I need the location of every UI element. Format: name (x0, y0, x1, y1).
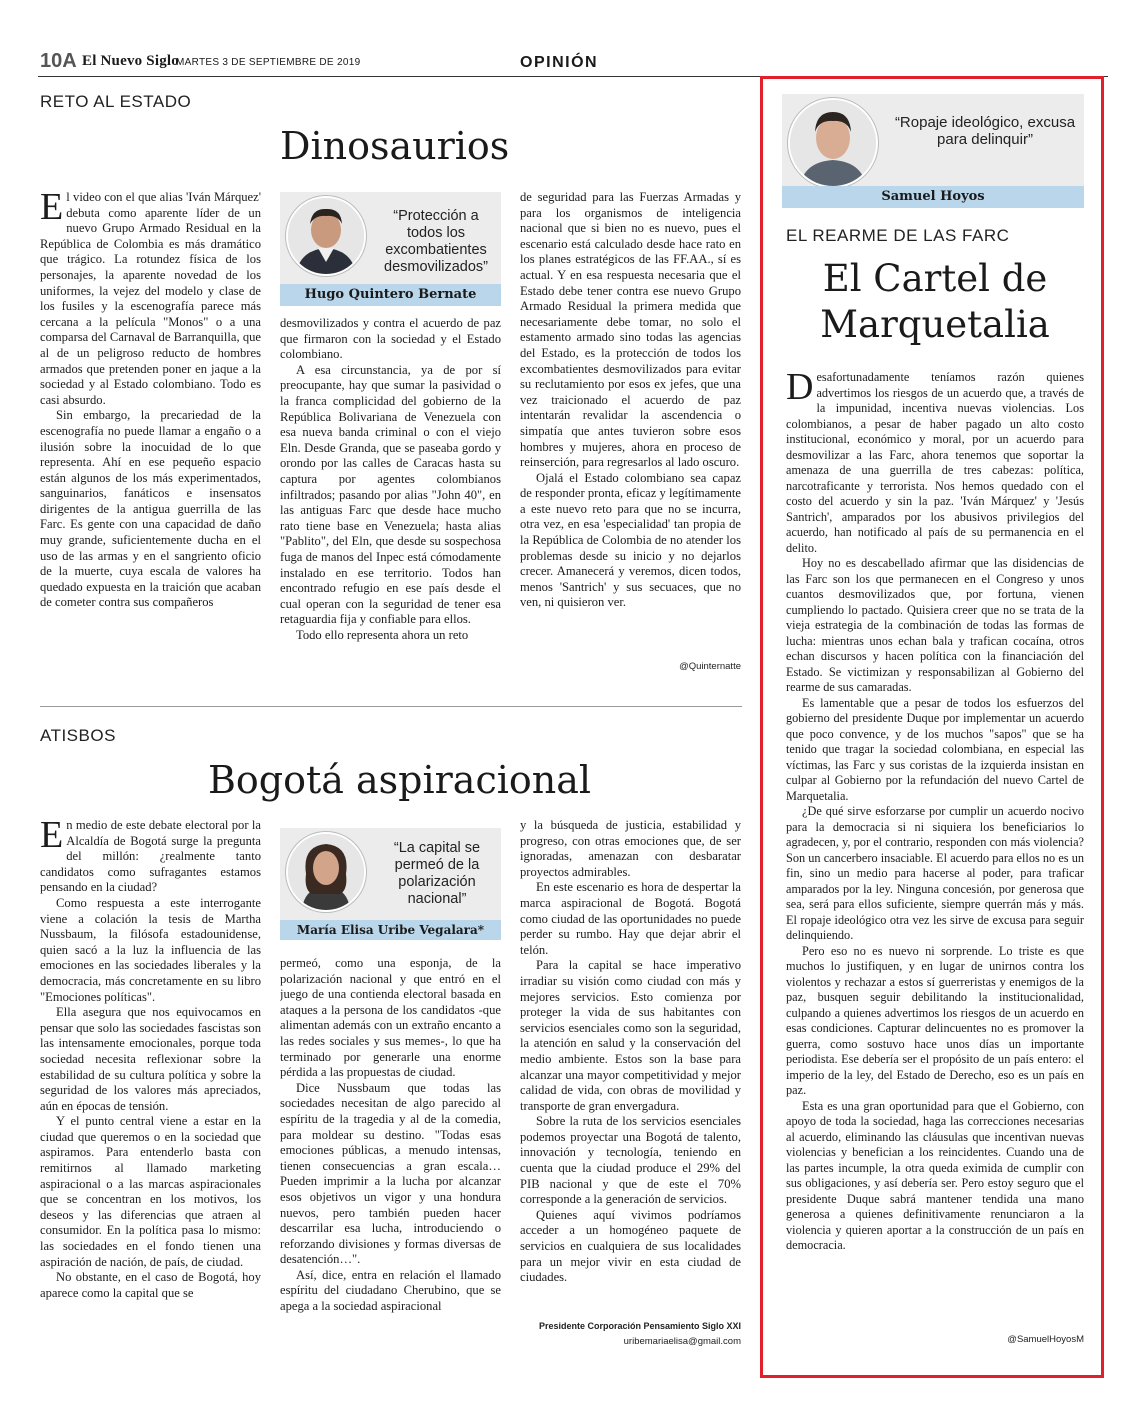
article2-paragraph: Para la capital se hace imperativo irradiar su visión como ciudad con más y mejores servicios. Esto comienza por proteger la vida de sus habitantes con servicios esenciales como son la seguridad, la atención en salud y la conservación del medio ambiente. Estos son la base para alcanzar una mayor competitividad y mejor calidad de vida, con obras de movilidad y transporte de gran envergadura. (520, 958, 741, 1113)
article2-column-2 (280, 956, 501, 1350)
article3-dropcap: D (786, 370, 814, 408)
article1-dropcap: E (40, 190, 64, 228)
article2-paragraph: Dice Nussbaum que todas las sociedades necesitan de algo parecido al espíritu de la tragedia y al de la comedia, para moldear su destino. "Todas esas emociones públicas, a menudo intensas, tienen consecuencias a gran escala… Pueden imprimir a la lucha por alcanzar esos objetivos un vigor y una hondura nuevos, pero también pueden hacer descarrilar esa lucha, introduciendo o reforzando divisiones y formas diversas de desatención…". (280, 1080, 501, 1267)
article2-paragraph: Así, dice, entra en relación el llamado espíritu del ciudadano Cherubino, que se apega a la sociedad aspiracional (280, 1267, 501, 1314)
article1-quote-box (280, 192, 501, 306)
article2-title: Bogotá aspiracional (208, 758, 592, 802)
article2-paragraph: Ella asegura que nos equivocamos en pensar que solo las sociedades fascistas son las intensamente emocionales, porque toda sociedad necesita reflexionar sobre la estabilidad de su cultura política y sobre la seguridad de los valores más apreciados, aún en épocas de tensión. (40, 1005, 261, 1113)
author-portrait (286, 196, 366, 276)
portrait-image (288, 198, 364, 274)
article3-paragraph: ¿De qué sirve esforzarse por cumplir un acuerdo nocivo para la democracia si ni siquiera los beneficiarios lo agradecen, y, por el contrario, responden con más violencia? Son un cancerbero insaciable. El acuerdo para ellos no es un fin, sino un medio para hacerse al poder, para traficar amparados por la ley. Ninguna concesión, por generosa que sea, será para ellos suficiente, siempre querrán más y más. El ropaje ideológico otra vez les sirve de excusa para seguir delinquiendo. (786, 804, 1084, 942)
article3-signature: @SamuelHoyosM (1007, 1334, 1084, 1345)
portrait-image (288, 834, 364, 910)
article2-paragraph: En este escenario es hora de despertar la marca aspiracional de Bogotá. Bogotá como ciudad de las oportunidades no puede perder su rumbo. Hay que dejar abrir el telón. (520, 880, 741, 957)
article1-paragraph: Ojalá el Estado colombiano sea capaz de responder pronta, eficaz y legítimamente a este nuevo reto para que no se incurra, otra vez, en esa 'especialidad' tan propia de la República de Colombia de no atender los problemas desde su inicio y no dejarlos crecer. Amanecerá y veremos, dicen todos, menos 'Santrich' y sus secuaces, que no ven, ni quisieron ver. (520, 470, 741, 610)
article2-paragraph: Quienes aquí vivimos podríamos acceder a un homogéneo paquete de servicios en cualquiera de sus localidades para un mejor vivir en esta ciudad de ciudades. (520, 1207, 741, 1285)
article2-paragraph: No obstante, en el caso de Bogotá, hoy aparece como la capital que se (40, 1270, 261, 1300)
article2-column-3 (520, 818, 741, 1316)
article2-paragraph: Como respuesta a este interrogante viene a colación la tesis de Martha Nussbaum, la filósofa estadounidense, quien sacó a la luz la influencia de las emociones en las sociedades liberales y la democracia, más concretamente en su libro "Emociones políticas". (40, 895, 261, 1004)
article2-column-1 (40, 818, 261, 1350)
article1-paragraph: l video con el que alias 'Iván Márquez' debuta como aparente líder de un nuevo Grupo Armado Residual en la República de Colombia es más dramático que trágico. La rotundez física de los personajes, la aparente novedad de los uniformes, la vejez del modelo y clase de los fusiles y la escenografía parece más cercana a la película "Monos" o a una comparsa del Carnaval de Barranquilla, que al de un peligroso reducto de hombres armados que pretenden poner en jaque a la sociedad y al Estado colombiano. Todo es casi absurdo. (40, 190, 261, 407)
article3-kicker: EL REARME DE LAS FARC (786, 226, 1010, 245)
article3-title-line: El Cartel de (822, 257, 1048, 300)
section-title: OPINIÓN (520, 54, 599, 71)
article2-pull-quote: “La capital se permeó de la polarización nacional” (393, 840, 481, 907)
article3-paragraph: Es lamentable que a pesar de todos los esfuerzos del gobierno del presidente Duque por implementar un acuerdo que poco convence, y de los muchos "sapos" que se ha tenido que tragar la sociedad colombiana, en especial las víctimas, las Farc y sus coristas de la izquierda insistan en culpar al Gobierno por la refundación del nuevo Cartel de Marquetalia. (786, 695, 1084, 803)
article2-paragraph: Y el punto central viene a estar en la ciudad que queremos o en la sociedad que aspiramos. Para entenderlo basta con remitirnos al llamado marketing aspiracional o a las marcas aspiracionales que se concentran en los motivos, los deseos y las diferencias que atraen al consumidor. En la política pasa lo mismo: las sociedades en el fondo tienen una aspiración de nación, de país, de ciudad. (40, 1114, 261, 1269)
article2-author: María Elisa Uribe Vegalara* (280, 920, 501, 940)
article1-paragraph: de seguridad para las Fuerzas Armadas y para los organismos de inteligencia nacional que si bien no es nuevo, pues el escenario está calculado desde hace rato en los planes estratégicos de las FF.AA., sí es actual. Y en esa respuesta necesaria que el Estado debe tener contra ese nuevo Grupo Armado Residual la primera medida que necesariamente debe tomar, no solo el estamento armado sino todas las agencias del Estado, es la protección de todos los excombatientes desmovilizados para evitar su reclutamiento por esos ex jefes, que una vez traicionado el acuerdo de paz intentarán revalidar la ascendencia o simpatía que antes tuvieron sobre esos hombres y mujeres, ahora en proceso de reinserción, para regresarlos al lado oscuro. (520, 190, 741, 470)
article2-quote-box (280, 828, 501, 940)
author-portrait (286, 832, 366, 912)
article3-paragraph: esafortunadamente teníamos razón quienes advertimos los riesgos de un acuerdo que, a través de la impunidad, incentiva nuevas violencias. Los colombianos, a pesar de haber pagado un alto costo institucional, económico y moral, por un acuerdo para desmovilizar a las Farc, ahora tenemos que soportar la amenaza de una guerrilla de tres cabezas: política, narcotraficante y terrorista. Nos hemos quedado con el costo del acuerdo y sin la paz. 'Iván Márquez' y 'Jesús Santrich', amparados por los abusivos privilegios del acuerdo, han notificado al país de su permanencia en el delito. (786, 370, 1084, 555)
article1-paragraph: Todo ello representa ahora un reto (296, 627, 469, 642)
article1-kicker: RETO AL ESTADO (40, 92, 192, 111)
article3-pull-quote: “Ropaje ideológico, excusa para delinquir” (894, 114, 1076, 148)
article1-pull-quote: “Protección a todos los excombatientes desmovilizados” (384, 208, 488, 275)
article1-column-3 (520, 190, 741, 658)
article1-paragraph: A esa circunstancia, ya de por sí preocupante, hay que sumar la pasividad o la franca complicidad del gobierno de la República Bolivariana de Venezuela con esa nueva banda criminal o con el viejo Eln. Desde Granda, que se paseaba gordo y orondo por las calles de Caracas hasta su captura por agentes colombianos infiltrados; pasando por alias "John 40", en las antiguas Farc que desde hace mucho rato tiene base en Venezuela; hasta alias "Pablito", del Eln, que desde su sospechosa fuga de manos del Inpec está cómodamente instalado en ese territorio. Todos han encontrado refugio en ese país desde el cual operan con la seguridad de tener esa retaguardia fija y confiable para ellos. (280, 362, 501, 627)
article2-kicker: ATISBOS (40, 726, 116, 745)
article2-paragraph: permeó, como una esponja, de la polarización nacional y que entró en el juego de una contienda electoral basada en ataques a la persona de los candidatos -que alimentan además con un extraño encanto a las redes sociales y sus memes-, lo que ha terminado por generarle una enorme pérdida a las propuestas de ciudad. (280, 956, 501, 1080)
article3-paragraph: Esta es una gran oportunidad para que el Gobierno, con apoyo de toda la sociedad, haga las correcciones necesarias al acuerdo, eliminando las cláusulas que incentivan nuevas violencias y benefician a los reincidentes. Cuando una de las partes incumple, la otra queda eximida de cumplir con sus obligaciones, y así debería ser. Pero estoy seguro que el presidente Duque sabrá mantener tendida una mano generosa a quienes definitivamente renunciaron a la violencia y quieren aportar a la construcción de un país en democracia. (786, 1098, 1084, 1252)
article2-dropcap: E (40, 818, 64, 856)
article2-credit: Presidente Corporación Pensamiento Siglo XXI (538, 1321, 741, 1331)
article3-author: Samuel Hoyos (782, 186, 1084, 208)
article-separator (40, 706, 742, 707)
article2-paragraph: y la búsqueda de justicia, estabilidad y progreso, con otras emociones que, de ser ignoradas, amenazan con desbaratar proyectos admirables. (520, 818, 741, 879)
article1-column-2 (280, 316, 501, 682)
article3-title-line: Marquetalia (820, 303, 1050, 346)
article1-title: Dinosaurios (280, 124, 510, 168)
issue-date: MARTES 3 DE SEPTIEMBRE DE 2019 (176, 57, 361, 68)
newspaper-name: El Nuevo Siglo (82, 53, 179, 69)
highlight-frame (760, 76, 1104, 1378)
article3-paragraph: Pero eso no es nuevo ni sorprende. Lo triste es que muchos lo justifiquen, y en lugar de unirnos contra los violentos y rechazar a estos sí guerreristas y enemigos de la paz, busquen seguir debilitando la institucionalidad, culpando a quienes advertimos los riesgos de un acuerdo en esas condiciones. Capturar delincuentes no es promover la guerra, como sostuvo hace unos días un importante periodista. Ese debería ser el propósito de un país entero: el imperio de la ley, del Estado de Derecho, eso es un país en paz. (786, 943, 1084, 1097)
page-number: 10A (40, 50, 77, 72)
article2-paragraph: n medio de este debate electoral por la Alcaldía de Bogotá surge la pregunta del millón: ¿realmente tanto candidatos como sufragantes estamos pensando en la ciudad? (40, 818, 261, 895)
article2-email: uribemariaelisa@gmail.com (623, 1336, 741, 1347)
article1-author: Hugo Quintero Bernate (280, 284, 501, 306)
article1-column-1 (40, 190, 261, 682)
article1-paragraph: desmovilizados y contra el acuerdo de paz que firmaron con la sociedad y el Estado colombiano. (280, 316, 501, 362)
article1-signature: @Quinternatte (679, 661, 741, 672)
article1-paragraph: Sin embargo, la precariedad de la escenografía no puede llamar a engaño o a ilusión sobre la inocuidad de lo que representa. Ahí en ese pequeño espacio están algunos de los más experimentados, sanguinarios, fanáticos e insensatos dirigentes de la antigua guerrilla de las Farc. Es gente con una capacidad de daño muy grande, suficientemente ducha en el uso de las armas y en el sangriento oficio de la muerte, cuya escala de valores ha quedado expuesta en la traición que acaban de cometer contra sus compañeros (40, 408, 261, 610)
article3-paragraph: Hoy no es descabellado afirmar que las disidencias de las Farc son los que permanecen en el Congreso y unos cuantos desmovilizados que, por fortuna, vienen cumpliendo lo pactado. Quisiera creer que no se trata de la vieja estrategia de la combinación de todas las formas de lucha: mientras unos echan bala y trafican cocaína, otros echan discursos y hacen política con la financiación del Estado. Se victimizan y responsabilizan al Gobierno del rearme de sus camaradas. (786, 556, 1084, 694)
article2-paragraph: Sobre la ruta de los servicios esenciales podemos proyectar una Bogotá de talento, innovación y tecnología, teniendo en cuenta que la ciudad produce el 29% del PIB nacional y que de este el 70% corresponde a la generación de servicios. (520, 1114, 741, 1207)
